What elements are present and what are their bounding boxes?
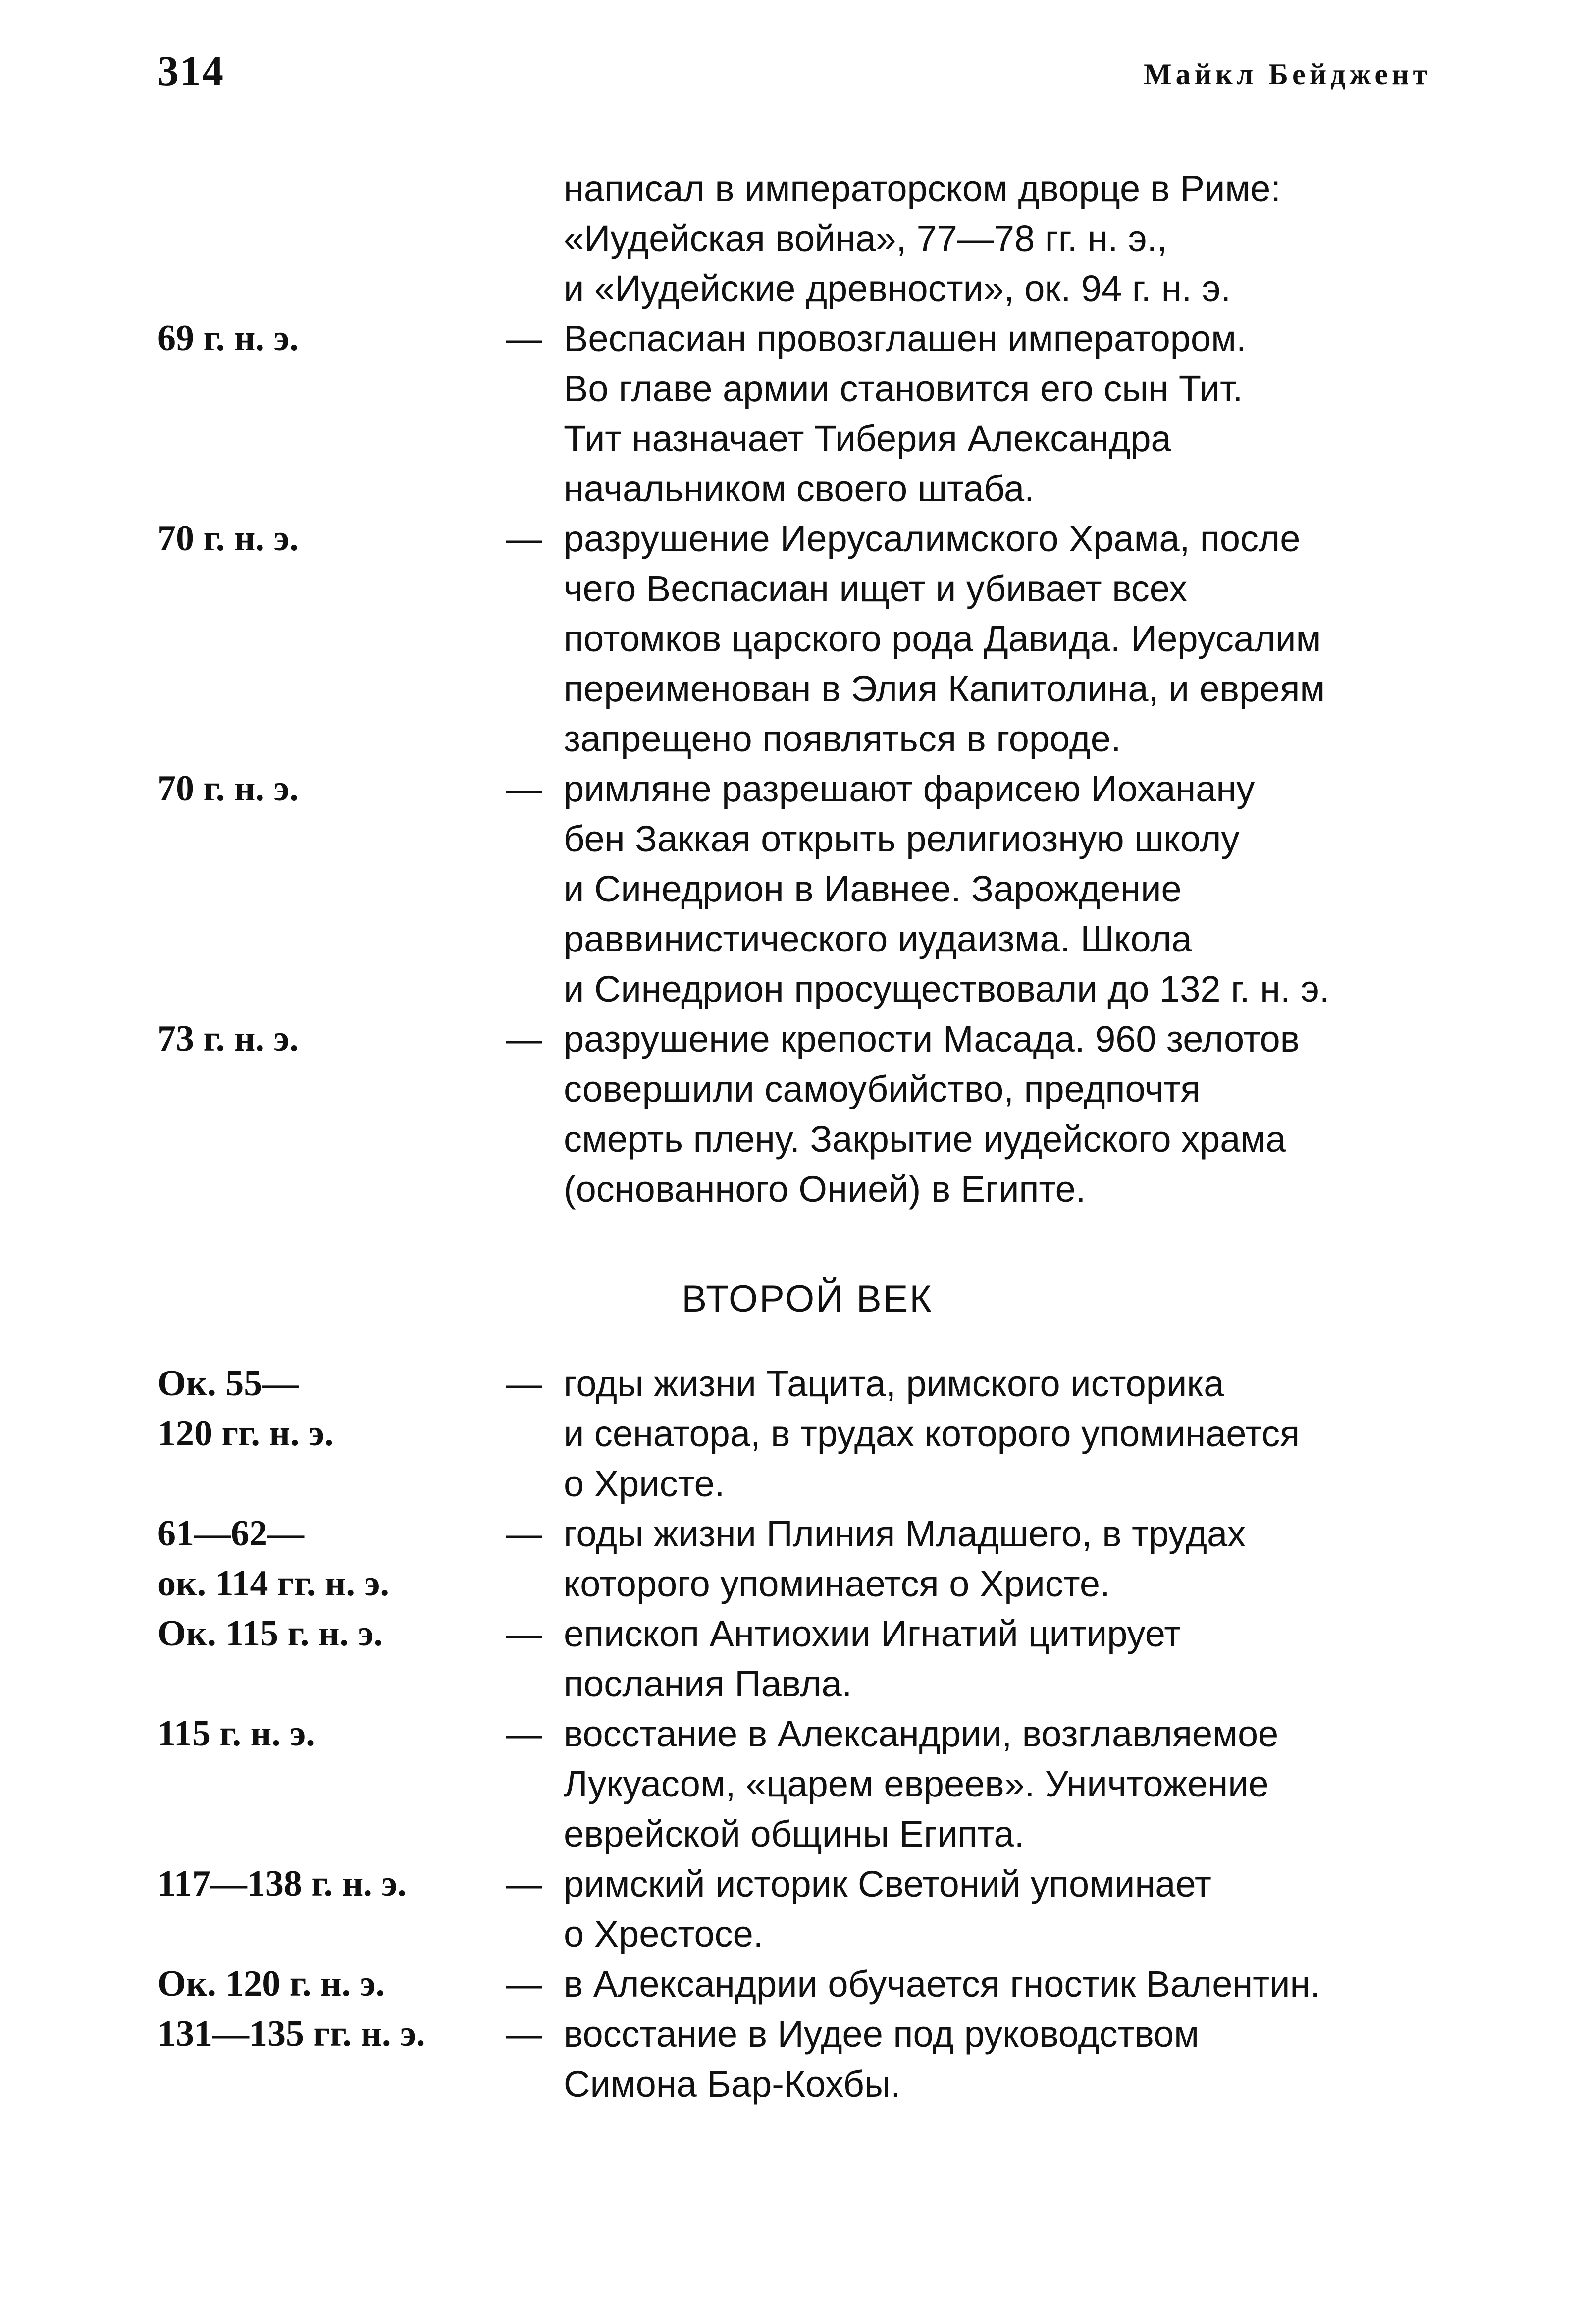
chronology-entry	[158, 1509, 1445, 1609]
entry-description: в Александрии обучается гностик Валентин.	[564, 1963, 1320, 2005]
entry-description: восстание в Иудее под руководством Симона Бар-Кохбы.	[564, 2013, 1200, 2105]
entry-dash: —	[506, 518, 542, 559]
entry-description: годы жизни Тацита, римского историка и сенатора, в трудах которого упоминается о Христе.	[564, 1363, 1300, 1504]
entry-date: Ок. 55— 120 гг. н. э.	[158, 1363, 334, 1454]
entry-description: епископ Антиохии Игнатий цитирует послания Павла.	[564, 1613, 1181, 1704]
chronology-entry	[158, 1014, 1445, 1214]
entry-dash: —	[506, 1018, 542, 1059]
entry-date: 117—138 г. н. э.	[158, 1863, 407, 1904]
chronology-entry	[158, 764, 1445, 1014]
running-head: Майкл Бейджент	[1143, 58, 1431, 91]
entry-dash: —	[506, 1713, 542, 1754]
entry-description: разрушение Иерусалимского Храма, после чего Веспасиан ищет и убивает всех потомков царского рода Давида. Иерусалим переименован в Элия Капитолина, и евреям запрещено появляться в городе.	[564, 518, 1325, 759]
entry-description: римский историк Светоний упоминает о Хрестосе.	[564, 1863, 1211, 1954]
entry-date: 70 г. н. э.	[158, 518, 299, 559]
entry-description: восстание в Александрии, возглавляемое Лукуасом, «царем евреев». Уничтожение еврейской общины Египта.	[564, 1713, 1279, 1854]
chronology-entry	[158, 1609, 1445, 1709]
entry-description: римляне разрешают фарисею Иоханану бен Заккая открыть религиозную школу и Синедрион в Иавнее. Зарождение раввинистического иудаизма. Школа и Синедрион просуществовали до 132 г. н. э.	[564, 768, 1330, 1009]
chronology-entry	[158, 1709, 1445, 1859]
entry-date: 131—135 гг. н. э.	[158, 2013, 425, 2054]
entry-date: 61—62— ок. 114 гг. н. э.	[158, 1513, 390, 1604]
entry-dash: —	[506, 1513, 542, 1554]
entry-description: написал в императорском дворце в Риме: «Иудейская война», 77—78 гг. н. э., и «Иудейские древности», ок. 94 г. н. э.	[564, 168, 1281, 309]
section-heading: ВТОРОЙ ВЕК	[682, 1278, 933, 1320]
chronology-entry	[158, 314, 1445, 514]
chronology-entry	[158, 163, 1445, 314]
entry-date: 69 г. н. э.	[158, 318, 299, 359]
entry-dash: —	[506, 1863, 542, 1904]
entry-date: 115 г. н. э.	[158, 1713, 315, 1754]
entry-description: годы жизни Плиния Младшего, в трудах которого упоминается о Христе.	[564, 1513, 1246, 1604]
chronology-second-century	[158, 1359, 1445, 2109]
entry-date: 73 г. н. э.	[158, 1018, 299, 1059]
entry-description: разрушение крепости Масада. 960 зелотов совершили самоубийство, предпочтя смерть плену. Закрытие иудейского храма (основанного Онией) в Египте.	[564, 1018, 1300, 1210]
entry-description: Веспасиан провозглашен императором. Во главе армии становится его сын Тит. Тит назначает Тиберия Александра начальником своего штаба.	[564, 318, 1247, 509]
page-number: 314	[158, 47, 224, 95]
chronology-entry	[158, 2009, 1445, 2109]
entry-dash: —	[506, 1963, 542, 2005]
entry-dash: —	[506, 2013, 542, 2055]
chronology-first-century	[158, 163, 1445, 1214]
chronology-entry	[158, 1859, 1445, 1959]
chronology-entry	[158, 1959, 1445, 2009]
entry-date: Ок. 115 г. н. э.	[158, 1613, 383, 1654]
chronology-entry	[158, 1359, 1445, 1509]
chronology-entry	[158, 514, 1445, 764]
entry-dash: —	[506, 1613, 542, 1654]
entry-date: 70 г. н. э.	[158, 768, 299, 809]
entry-dash: —	[506, 768, 542, 809]
entry-dash: —	[506, 1363, 542, 1404]
entry-date: Ок. 120 г. н. э.	[158, 1963, 385, 2004]
entry-dash: —	[506, 318, 542, 359]
